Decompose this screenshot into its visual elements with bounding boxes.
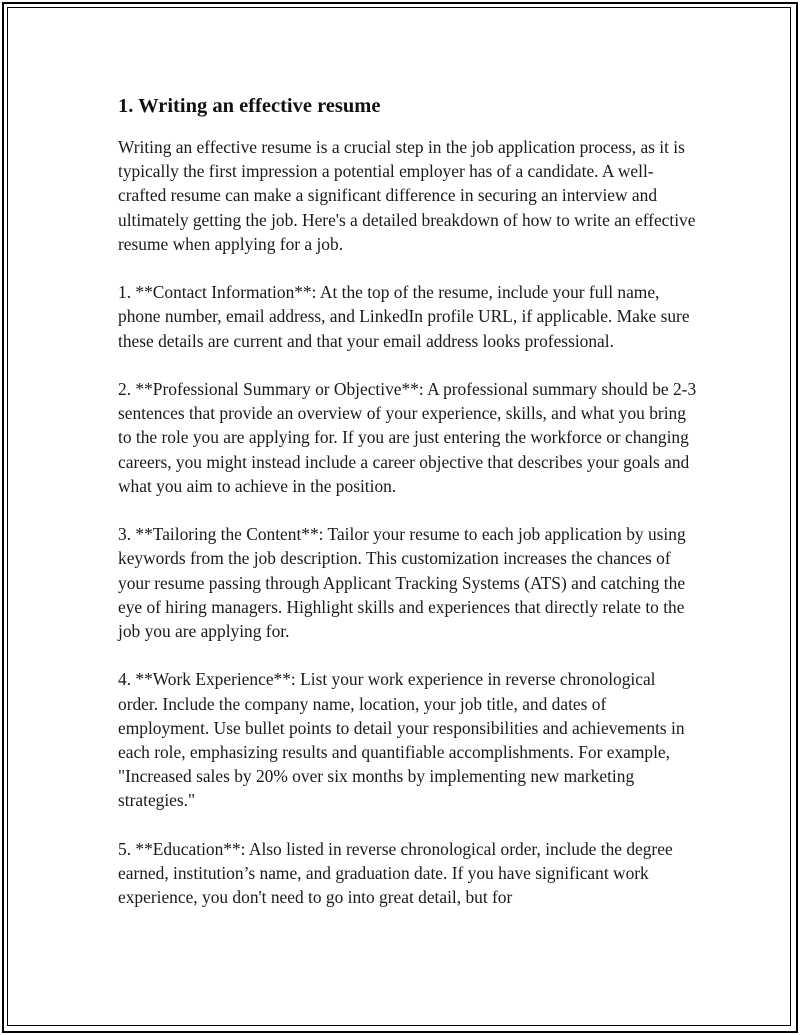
section-heading: 1. Writing an effective resume xyxy=(118,95,381,117)
work-experience-paragraph: 4. **Work Experience**: List your work experience in reverse chronological order. Include the company name, location, your job title, and dates of employment. Use bullet points to detail your responsibilities and achievements in each role, emphasizing results and quantifiable accomplishments. For example, "Increased sales by 20% over six months by implementing new marketing strategies." xyxy=(118,669,685,811)
contact-information-paragraph: 1. **Contact Information**: At the top of the resume, include your full name, phone number, email address, and LinkedIn profile URL, if applicable. Make sure these details are current and that your email address looks professional. xyxy=(118,282,690,351)
document-body xyxy=(118,93,698,934)
intro-paragraph: Writing an effective resume is a crucial step in the job application process, as it is typically the first impression a potential employer has of a candidate. A well-crafted resume can make a significant difference in securing an interview and ultimately getting the job. Here's a detailed breakdown of how to write an effective resume when applying for a job. xyxy=(118,137,696,254)
tailoring-content-paragraph: 3. **Tailoring the Content**: Tailor your resume to each job application by using keywords from the job description. This customization increases the chances of your resume passing through Applicant Tracking Systems (ATS) and catching the eye of hiring managers. Highlight skills and experiences that directly relate to the job you are applying for. xyxy=(118,524,686,642)
education-paragraph: 5. **Education**: Also listed in reverse chronological order, include the degree earned, institution’s name, and graduation date. If you have significant work experience, you don't need to go into great detail, but for xyxy=(118,838,673,908)
professional-summary-paragraph: 2. **Professional Summary or Objective**: A professional summary should be 2-3 sentences that provide an overview of your experience, skills, and what you bring to the role you are applying for. If you are just entering the workforce or changing careers, you might instead include a career objective that describes your goals and what you aim to achieve in the position. xyxy=(118,379,697,496)
